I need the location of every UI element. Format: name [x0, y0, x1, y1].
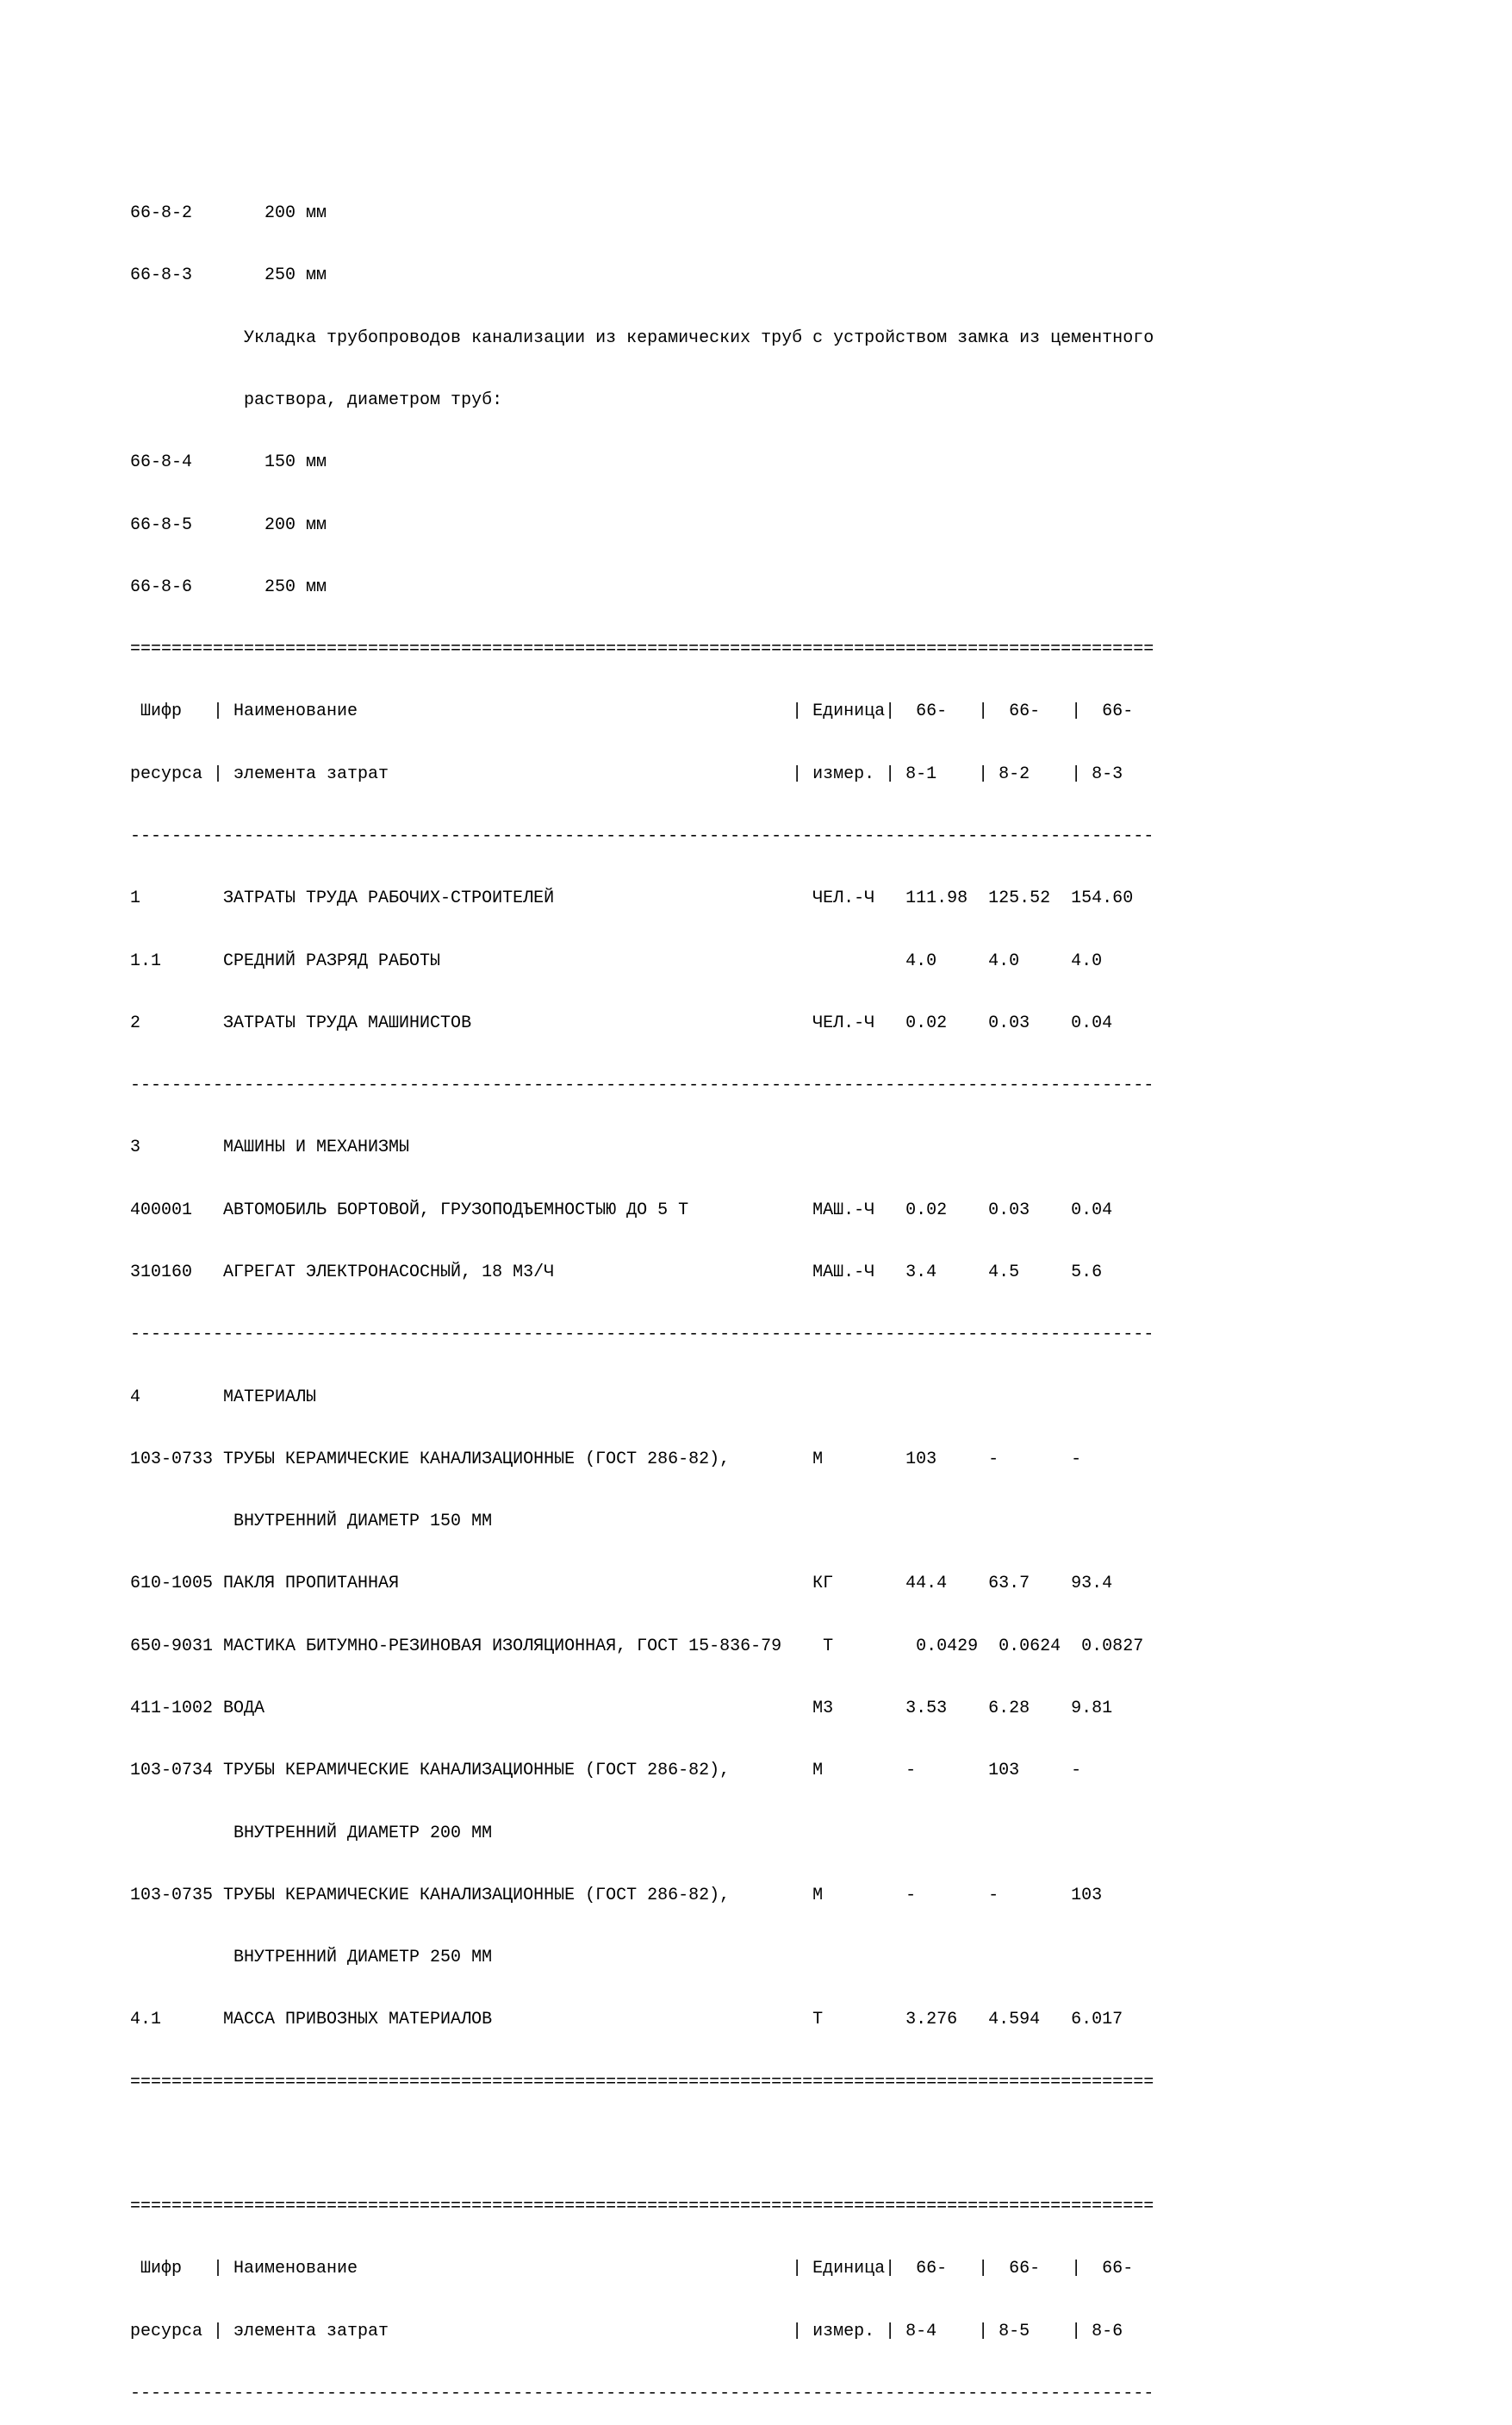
section-rule: --------------------------------------------------------------------------------------------------- [130, 1325, 1154, 1345]
table-row: 2 ЗАТРАТЫ ТРУДА МАШИНИСТОВ ЧЕЛ.-Ч 0.02 0.03 0.04 [130, 1013, 1113, 1033]
table-row: ВНУТРЕННИЙ ДИАМЕТР 200 ММ [130, 1823, 493, 1843]
blank-line [130, 2135, 1154, 2155]
table-row: 400001 АВТОМОБИЛЬ БОРТОВОЙ, ГРУЗОПОДЪЕМНОСТЫЮ ДО 5 Т МАШ.-Ч 0.02 0.03 0.04 [130, 1200, 1113, 1220]
table-row: 411-1002 ВОДА М3 3.53 6.28 9.81 [130, 1698, 1113, 1718]
table1-header-row-2: ресурса | элемента затрат | измер. | 8-1 | 8-2 | 8-3 [130, 764, 1123, 784]
table-row: 610-1005 ПАКЛЯ ПРОПИТАННАЯ КГ 44.4 63.7 93.4 [130, 1574, 1113, 1594]
section-rule: --------------------------------------------------------------------------------------------------- [130, 1075, 1154, 1096]
table1-bottom-rule: =================================================================================================== [130, 2072, 1154, 2092]
doc-line-2: 66-8-3 250 мм [130, 265, 327, 286]
table-row: 4 МАТЕРИАЛЫ [130, 1387, 317, 1407]
table2-header-row-1: Шифр | Наименование | Единица| 66- | 66- | 66- [130, 2259, 1134, 2279]
doc-line-7: 66-8-6 250 мм [130, 577, 327, 597]
table2-top-rule: =================================================================================================== [130, 2197, 1154, 2217]
table1-top-rule: =================================================================================================== [130, 639, 1154, 660]
doc-line-5: 66-8-4 150 мм [130, 452, 327, 473]
table-row: 103-0734 ТРУБЫ КЕРАМИЧЕСКИЕ КАНАЛИЗАЦИОННЫЕ (ГОСТ 286-82), М - 103 - [130, 1761, 1082, 1781]
table2-header-row-2: ресурса | элемента затрат | измер. | 8-4 | 8-5 | 8-6 [130, 2321, 1123, 2341]
document-text [130, 162, 1154, 2425]
table-row: ВНУТРЕННИЙ ДИАМЕТР 250 ММ [130, 1948, 493, 1968]
table-row: 1 ЗАТРАТЫ ТРУДА РАБОЧИХ-СТРОИТЕЛЕЙ ЧЕЛ.-Ч 111.98 125.52 154.60 [130, 888, 1134, 909]
doc-line-1: 66-8-2 200 мм [130, 203, 327, 224]
table-row: 310160 АГРЕГАТ ЭЛЕКТРОНАСОСНЫЙ, 18 М3/Ч МАШ.-Ч 3.4 4.5 5.6 [130, 1262, 1103, 1282]
table-row: 103-0735 ТРУБЫ КЕРАМИЧЕСКИЕ КАНАЛИЗАЦИОННЫЕ (ГОСТ 286-82), М - - 103 [130, 1885, 1103, 1905]
table-row: ВНУТРЕННИЙ ДИАМЕТР 150 ММ [130, 1512, 493, 1532]
table-row: 1.1 СРЕДНИЙ РАЗРЯД РАБОТЫ 4.0 4.0 4.0 [130, 951, 1103, 971]
table-row: 3 МАШИНЫ И МЕХАНИЗМЫ [130, 1138, 410, 1158]
doc-line-6: 66-8-5 200 мм [130, 514, 327, 535]
table-row: 4.1 МАССА ПРИВОЗНЫХ МАТЕРИАЛОВ Т 3.276 4.594 6.017 [130, 2010, 1123, 2030]
table-row: 103-0733 ТРУБЫ КЕРАМИЧЕСКИЕ КАНАЛИЗАЦИОННЫЕ (ГОСТ 286-82), М 103 - - [130, 1449, 1082, 1469]
table1-header-rule: --------------------------------------------------------------------------------------------------- [130, 826, 1154, 846]
table2-header-rule: --------------------------------------------------------------------------------------------------- [130, 2384, 1154, 2404]
doc-line-3: Укладка трубопроводов канализации из керамических труб с устройством замка из цементного [130, 327, 1154, 348]
doc-line-4: раствора, диаметром труб: [130, 390, 503, 411]
table-row: 650-9031 МАСТИКА БИТУМНО-РЕЗИНОВАЯ ИЗОЛЯЦИОННАЯ, ГОСТ 15-836-79 Т 0.0429 0.0624 0.0827 [130, 1636, 1144, 1656]
table1-header-row-1: Шифр | Наименование | Единица| 66- | 66- | 66- [130, 701, 1134, 722]
